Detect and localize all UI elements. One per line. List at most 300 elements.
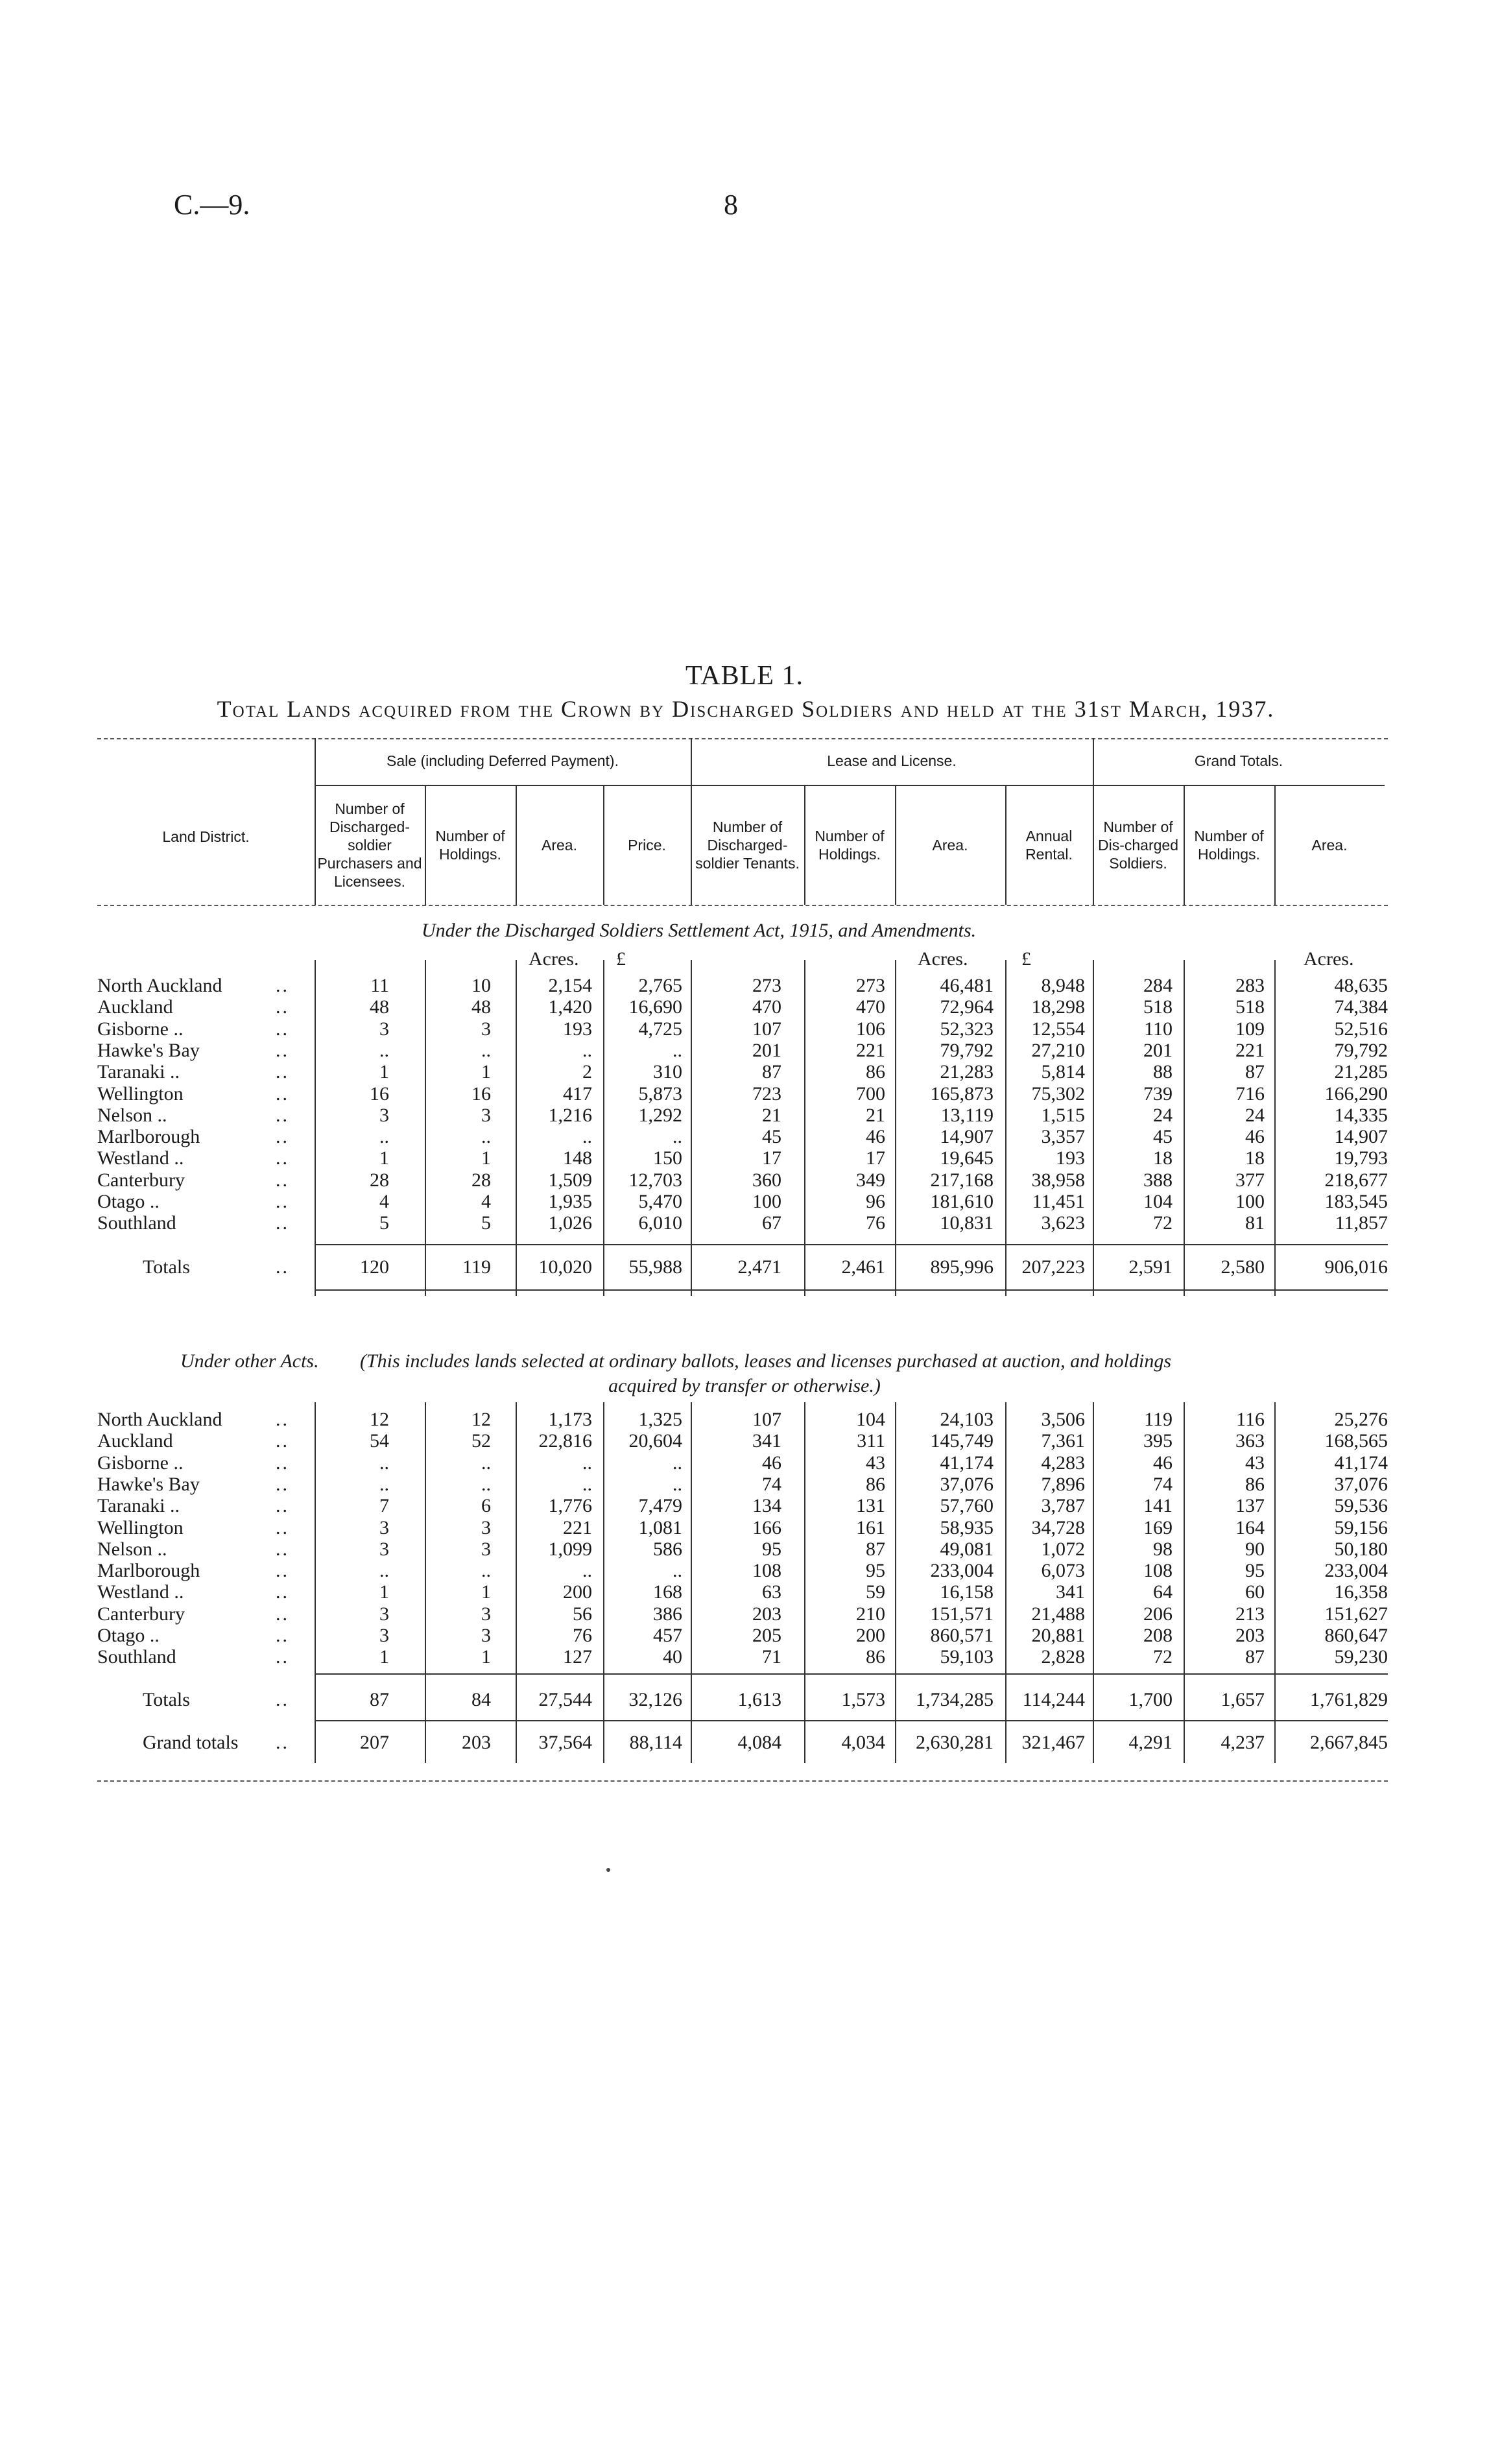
- leader-dots: ..: [276, 1581, 289, 1603]
- cell-purchasers: 207: [360, 1732, 389, 1753]
- cell-lease-holdings: 4,034: [841, 1732, 885, 1753]
- cell-sale-price: 5,873: [638, 1082, 682, 1105]
- cell-grand-soldiers: 88: [1153, 1061, 1173, 1083]
- cell-sale-area: 200: [563, 1581, 592, 1603]
- cell-tenants: 100: [752, 1191, 781, 1212]
- cell-grand-holdings: 213: [1235, 1603, 1265, 1625]
- leader-dots: ..: [276, 1104, 289, 1126]
- cell-sale-area: ..: [582, 1560, 592, 1582]
- table-row: [0, 1083, 1489, 1105]
- leader-dots: ..: [276, 1603, 289, 1625]
- cell-lease-holdings: 700: [856, 1082, 885, 1105]
- group-header-lease: Lease and License.: [827, 752, 957, 769]
- section2-title: Under other Acts.: [180, 1350, 319, 1372]
- cell-grand-holdings: 81: [1245, 1212, 1265, 1234]
- totals-row: [0, 1256, 1489, 1278]
- cell-lease-area: 59,103: [940, 1646, 994, 1668]
- cell-sale-area: ..: [582, 1039, 592, 1061]
- cell-grand-soldiers: 46: [1153, 1452, 1173, 1474]
- table-row: [0, 1169, 1489, 1191]
- cell-lease-holdings: 200: [856, 1625, 885, 1646]
- row-label: Hawke's Bay: [97, 1039, 200, 1061]
- cell-grand-holdings: 116: [1236, 1409, 1265, 1430]
- table-row: [0, 1560, 1489, 1581]
- leader-dots: ..: [276, 1409, 289, 1430]
- cell-sale-price: 2,765: [638, 975, 682, 996]
- cell-tenants: 166: [752, 1516, 781, 1538]
- cell-annual-rental: 341: [1056, 1581, 1085, 1603]
- cell-purchasers: 1: [379, 1646, 389, 1668]
- cell-sale-area: 1,026: [548, 1212, 592, 1234]
- cell-lease-area: 49,081: [940, 1538, 994, 1560]
- leader-dots: ..: [276, 1495, 289, 1517]
- table-row: [0, 1581, 1489, 1603]
- cell-purchasers: 87: [370, 1689, 389, 1710]
- cell-grand-soldiers: 206: [1143, 1603, 1173, 1625]
- leader-dots: ..: [276, 1018, 289, 1040]
- cell-purchasers: 54: [370, 1430, 389, 1452]
- cell-sale-area: 1,420: [548, 996, 592, 1018]
- leader-dots: ..: [276, 1126, 289, 1148]
- cell-grand-soldiers: 24: [1153, 1104, 1173, 1126]
- cell-grand-soldiers: 98: [1153, 1538, 1173, 1560]
- table-row: [0, 1646, 1489, 1668]
- cell-lease-area: 13,119: [940, 1104, 994, 1126]
- table-row: [0, 1474, 1489, 1495]
- cell-grand-holdings: 203: [1235, 1625, 1265, 1646]
- cell-sale-area: 148: [563, 1147, 592, 1169]
- cell-grand-holdings: 90: [1245, 1538, 1265, 1560]
- cell-sale-holdings: 1: [481, 1061, 491, 1083]
- cell-sale-holdings: 3: [481, 1516, 491, 1538]
- table-row: [0, 1191, 1489, 1212]
- cell-annual-rental: 3,623: [1041, 1212, 1085, 1234]
- cell-sale-holdings: 4: [481, 1191, 491, 1212]
- cell-sale-area: 37,564: [538, 1732, 592, 1753]
- cell-annual-rental: 5,814: [1041, 1061, 1085, 1083]
- cell-sale-area: 193: [563, 1018, 592, 1040]
- cell-lease-area: 151,571: [930, 1603, 994, 1625]
- row-label: Auckland: [97, 996, 173, 1018]
- cell-grand-holdings: 716: [1235, 1082, 1265, 1105]
- cell-purchasers: 1: [379, 1581, 389, 1603]
- cell-sale-area: 1,173: [548, 1409, 592, 1430]
- section1-title: Under the Discharged Soldiers Settlement Act, 1915, and Amendments.: [422, 920, 977, 941]
- row-label: Southland: [97, 1646, 176, 1668]
- cell-sale-holdings: ..: [481, 1452, 491, 1474]
- cell-lease-holdings: 96: [866, 1191, 885, 1212]
- vertical-rule: [516, 785, 517, 905]
- cell-tenants: 201: [752, 1039, 781, 1061]
- row-label: Gisborne ..: [97, 1018, 184, 1040]
- page-reference: C.—9.: [174, 189, 250, 221]
- cell-grand-area: 233,004: [1324, 1560, 1388, 1582]
- horizontal-rule: [97, 738, 1388, 739]
- cell-sale-holdings: 1: [481, 1646, 491, 1668]
- cell-grand-area: 52,516: [1334, 1018, 1388, 1040]
- cell-grand-holdings: 4,237: [1221, 1732, 1265, 1753]
- cell-lease-holdings: 2,461: [841, 1256, 885, 1278]
- cell-grand-soldiers: 72: [1153, 1646, 1173, 1668]
- cell-lease-holdings: 273: [856, 975, 885, 996]
- cell-sale-holdings: 3: [481, 1625, 491, 1646]
- cell-purchasers: 28: [370, 1169, 389, 1191]
- cell-purchasers: ..: [379, 1452, 389, 1474]
- cell-lease-holdings: 470: [856, 996, 885, 1018]
- leader-dots: ..: [276, 1147, 289, 1169]
- column-header-sale-area: Area.: [542, 836, 577, 854]
- section2-note-line1: (This includes lands selected at ordinary ballots, leases and licenses purchased at auction, and holdings: [360, 1350, 1171, 1372]
- cell-grand-area: 151,627: [1324, 1603, 1388, 1625]
- cell-grand-area: 50,180: [1334, 1538, 1388, 1560]
- page-number: 8: [724, 189, 738, 221]
- cell-sale-price: 386: [653, 1603, 682, 1625]
- cell-grand-soldiers: 119: [1144, 1409, 1173, 1430]
- cell-tenants: 63: [762, 1581, 781, 1603]
- cell-tenants: 2,471: [737, 1256, 781, 1278]
- cell-sale-area: 22,816: [538, 1430, 592, 1452]
- cell-lease-holdings: 59: [866, 1581, 885, 1603]
- cell-tenants: 46: [762, 1452, 781, 1474]
- row-label: North Auckland: [97, 1409, 222, 1430]
- cell-sale-price: 40: [663, 1646, 682, 1668]
- cell-grand-holdings: 137: [1235, 1495, 1265, 1517]
- cell-annual-rental: 12,554: [1031, 1018, 1085, 1040]
- cell-purchasers: 3: [379, 1104, 389, 1126]
- table-row: [0, 996, 1489, 1018]
- cell-sale-area: 10,020: [538, 1256, 592, 1278]
- cell-sale-area: 2: [582, 1061, 592, 1083]
- cell-grand-soldiers: 141: [1143, 1495, 1173, 1517]
- cell-grand-area: 166,290: [1324, 1082, 1388, 1105]
- cell-tenants: 71: [762, 1646, 781, 1668]
- cell-purchasers: 3: [379, 1018, 389, 1040]
- cell-annual-rental: 3,506: [1041, 1409, 1085, 1430]
- cell-sale-holdings: 84: [471, 1689, 491, 1710]
- cell-sale-price: 12,703: [628, 1169, 682, 1191]
- cell-sale-holdings: 5: [481, 1212, 491, 1234]
- cell-grand-area: 2,667,845: [1310, 1732, 1388, 1753]
- table-row: [0, 1040, 1489, 1061]
- cell-grand-holdings: 363: [1235, 1430, 1265, 1452]
- cell-purchasers: 16: [370, 1082, 389, 1105]
- vertical-rule: [1274, 785, 1276, 905]
- cell-lease-holdings: 311: [857, 1430, 885, 1452]
- leader-dots: ..: [276, 1191, 289, 1212]
- cell-annual-rental: 27,210: [1031, 1039, 1085, 1061]
- cell-lease-area: 41,174: [940, 1452, 994, 1474]
- cell-grand-holdings: 43: [1245, 1452, 1265, 1474]
- cell-sale-price: 150: [653, 1147, 682, 1169]
- cell-annual-rental: 3,787: [1041, 1495, 1085, 1517]
- cell-tenants: 21: [762, 1104, 781, 1126]
- group-header-sale: Sale (including Deferred Payment).: [387, 752, 619, 769]
- cell-lease-area: 145,749: [930, 1430, 994, 1452]
- cell-sale-price: 6,010: [638, 1212, 682, 1234]
- cell-purchasers: 4: [379, 1191, 389, 1212]
- row-label: Canterbury: [97, 1169, 185, 1191]
- cell-lease-area: 24,103: [940, 1409, 994, 1430]
- cell-grand-soldiers: 104: [1143, 1191, 1173, 1212]
- cell-sale-area: 1,216: [548, 1104, 592, 1126]
- unit-acres-grand: Acres.: [1304, 948, 1354, 970]
- column-header-sale-holdings: Number of Holdings.: [435, 827, 505, 863]
- leader-dots: ..: [276, 1039, 289, 1061]
- cell-tenants: 107: [752, 1018, 781, 1040]
- cell-tenants: 45: [762, 1126, 781, 1148]
- cell-lease-area: 217,168: [930, 1169, 994, 1191]
- unit-acres-lease: Acres.: [918, 948, 968, 970]
- horizontal-rule: [97, 1780, 1388, 1782]
- cell-lease-area: 165,873: [930, 1082, 994, 1105]
- cell-grand-area: 11,857: [1335, 1212, 1388, 1234]
- cell-lease-area: 14,907: [940, 1126, 994, 1148]
- cell-tenants: 1,613: [737, 1689, 781, 1710]
- row-label: Westland ..: [97, 1581, 184, 1603]
- row-label: Wellington: [97, 1082, 184, 1105]
- table-row: [0, 1061, 1489, 1082]
- cell-grand-area: 41,174: [1334, 1452, 1388, 1474]
- cell-grand-area: 16,358: [1334, 1581, 1388, 1603]
- cell-sale-holdings: ..: [481, 1039, 491, 1061]
- cell-sale-price: 5,470: [638, 1191, 682, 1212]
- horizontal-rule: [1093, 785, 1385, 786]
- vertical-rule: [1184, 785, 1185, 905]
- cell-grand-holdings: 46: [1245, 1126, 1265, 1148]
- cell-grand-area: 19,793: [1334, 1147, 1388, 1169]
- cell-lease-area: 10,831: [940, 1212, 994, 1234]
- cell-grand-area: 21,285: [1334, 1061, 1388, 1083]
- cell-annual-rental: 21,488: [1031, 1603, 1085, 1625]
- cell-sale-area: 27,544: [538, 1689, 592, 1710]
- cell-purchasers: 1: [379, 1061, 389, 1083]
- cell-grand-area: 1,761,829: [1310, 1689, 1388, 1710]
- cell-purchasers: 3: [379, 1625, 389, 1646]
- row-label: Gisborne ..: [97, 1452, 184, 1474]
- cell-sale-area: 221: [563, 1516, 592, 1538]
- cell-grand-area: 37,076: [1334, 1473, 1388, 1495]
- cell-tenants: 4,084: [737, 1732, 781, 1753]
- row-label: Otago ..: [97, 1625, 160, 1646]
- cell-grand-soldiers: 2,591: [1128, 1256, 1173, 1278]
- row-label: Grand totals: [143, 1732, 239, 1753]
- cell-sale-holdings: 52: [471, 1430, 491, 1452]
- cell-lease-holdings: 210: [856, 1603, 885, 1625]
- cell-sale-price: 1,081: [638, 1516, 682, 1538]
- unit-acres-sale: Acres.: [529, 948, 579, 970]
- cell-sale-holdings: 10: [471, 975, 491, 996]
- cell-grand-area: 25,276: [1334, 1409, 1388, 1430]
- table-row: [0, 1212, 1489, 1234]
- cell-sale-holdings: 1: [481, 1581, 491, 1603]
- table-row: [0, 1409, 1489, 1430]
- cell-grand-soldiers: 518: [1143, 996, 1173, 1018]
- leader-dots: ..: [276, 1646, 289, 1668]
- cell-sale-area: 1,935: [548, 1191, 592, 1212]
- table-row: [0, 1105, 1489, 1126]
- cell-lease-area: 16,158: [940, 1581, 994, 1603]
- cell-annual-rental: 7,896: [1041, 1473, 1085, 1495]
- cell-purchasers: 1: [379, 1147, 389, 1169]
- cell-sale-price: 7,479: [638, 1495, 682, 1517]
- cell-purchasers: 12: [370, 1409, 389, 1430]
- leader-dots: ..: [276, 1169, 289, 1191]
- table-row: [0, 1018, 1489, 1040]
- leader-dots: ..: [276, 1082, 289, 1105]
- cell-grand-holdings: 24: [1245, 1104, 1265, 1126]
- cell-sale-area: 1,776: [548, 1495, 592, 1517]
- row-label: Taranaki ..: [97, 1495, 180, 1517]
- cell-sale-area: ..: [582, 1452, 592, 1474]
- leader-dots: ..: [276, 1516, 289, 1538]
- cell-sale-price: 16,690: [628, 996, 682, 1018]
- row-label: Marlborough: [97, 1560, 200, 1582]
- cell-annual-rental: 3,357: [1041, 1126, 1085, 1148]
- cell-lease-holdings: 86: [866, 1473, 885, 1495]
- cell-tenants: 134: [752, 1495, 781, 1517]
- row-label: Nelson ..: [97, 1538, 167, 1560]
- grand-totals-row: [0, 1732, 1489, 1753]
- cell-annual-rental: 75,302: [1031, 1082, 1085, 1105]
- cell-grand-area: 79,792: [1334, 1039, 1388, 1061]
- cell-tenants: 17: [762, 1147, 781, 1169]
- cell-lease-area: 52,323: [940, 1018, 994, 1040]
- cell-sale-area: 76: [573, 1625, 592, 1646]
- cell-grand-area: 14,335: [1334, 1104, 1388, 1126]
- leader-dots: ..: [276, 1452, 289, 1474]
- cell-sale-holdings: 1: [481, 1147, 491, 1169]
- cell-lease-holdings: 1,573: [841, 1689, 885, 1710]
- cell-tenants: 67: [762, 1212, 781, 1234]
- table-row: [0, 1538, 1489, 1560]
- cell-annual-rental: 38,958: [1031, 1169, 1085, 1191]
- row-label: Marlborough: [97, 1126, 200, 1148]
- vertical-rule: [425, 785, 426, 905]
- cell-grand-holdings: 87: [1245, 1061, 1265, 1083]
- cell-sale-area: 1,099: [548, 1538, 592, 1560]
- cell-purchasers: 120: [360, 1256, 389, 1278]
- cell-sale-price: 168: [653, 1581, 682, 1603]
- table-row: [0, 1603, 1489, 1625]
- cell-lease-area: 57,760: [940, 1495, 994, 1517]
- row-label: Taranaki ..: [97, 1061, 180, 1083]
- cell-lease-holdings: 76: [866, 1212, 885, 1234]
- cell-sale-price: 457: [653, 1625, 682, 1646]
- cell-sale-price: 1,292: [638, 1104, 682, 1126]
- row-label: Southland: [97, 1212, 176, 1234]
- cell-grand-holdings: 95: [1245, 1560, 1265, 1582]
- section2-note-line2: acquired by transfer or otherwise.): [608, 1375, 881, 1396]
- cell-annual-rental: 1,515: [1041, 1104, 1085, 1126]
- cell-lease-holdings: 17: [866, 1147, 885, 1169]
- cell-purchasers: ..: [379, 1560, 389, 1582]
- cell-annual-rental: 6,073: [1041, 1560, 1085, 1582]
- cell-grand-area: 59,156: [1334, 1516, 1388, 1538]
- cell-lease-area: 79,792: [940, 1039, 994, 1061]
- cell-sale-holdings: 3: [481, 1603, 491, 1625]
- cell-lease-holdings: 131: [856, 1495, 885, 1517]
- cell-grand-holdings: 109: [1235, 1018, 1265, 1040]
- cell-lease-area: 58,935: [940, 1516, 994, 1538]
- column-header-annual-rental: Annual Rental.: [1025, 827, 1073, 863]
- cell-lease-holdings: 21: [866, 1104, 885, 1126]
- leader-dots: ..: [276, 996, 289, 1018]
- cell-grand-soldiers: 74: [1153, 1473, 1173, 1495]
- cell-lease-area: 895,996: [930, 1256, 994, 1278]
- cell-grand-holdings: 164: [1235, 1516, 1265, 1538]
- cell-lease-holdings: 95: [866, 1560, 885, 1582]
- cell-lease-holdings: 86: [866, 1061, 885, 1083]
- table-row: [0, 1495, 1489, 1516]
- cell-sale-price: 55,988: [628, 1256, 682, 1278]
- cell-lease-area: 46,481: [940, 975, 994, 996]
- cell-lease-area: 233,004: [930, 1560, 994, 1582]
- cell-grand-soldiers: 201: [1143, 1039, 1173, 1061]
- cell-lease-holdings: 161: [856, 1516, 885, 1538]
- cell-lease-holdings: 86: [866, 1646, 885, 1668]
- cell-sale-holdings: 3: [481, 1104, 491, 1126]
- cell-sale-price: 586: [653, 1538, 682, 1560]
- cell-lease-holdings: 221: [856, 1039, 885, 1061]
- cell-sale-price: ..: [673, 1126, 682, 1148]
- cell-purchasers: 48: [370, 996, 389, 1018]
- cell-grand-holdings: 2,580: [1221, 1256, 1265, 1278]
- cell-grand-soldiers: 395: [1143, 1430, 1173, 1452]
- cell-annual-rental: 20,881: [1031, 1625, 1085, 1646]
- column-header-tenants: Number of Discharged-soldier Tenants.: [695, 818, 800, 872]
- row-label: Auckland: [97, 1430, 173, 1452]
- cell-grand-holdings: 518: [1235, 996, 1265, 1018]
- cell-sale-holdings: 203: [462, 1732, 491, 1753]
- cell-sale-price: 1,325: [638, 1409, 682, 1430]
- cell-grand-soldiers: 64: [1153, 1581, 1173, 1603]
- vertical-rule: [804, 785, 805, 905]
- cell-sale-holdings: 28: [471, 1169, 491, 1191]
- leader-dots: ..: [276, 1061, 289, 1083]
- cell-annual-rental: 193: [1056, 1147, 1085, 1169]
- cell-lease-area: 21,283: [940, 1061, 994, 1083]
- cell-sale-price: ..: [673, 1452, 682, 1474]
- cell-purchasers: 3: [379, 1603, 389, 1625]
- cell-lease-holdings: 43: [866, 1452, 885, 1474]
- leader-dots: ..: [276, 1256, 289, 1278]
- cell-purchasers: 7: [379, 1495, 389, 1517]
- cell-annual-rental: 2,828: [1041, 1646, 1085, 1668]
- row-label: Nelson ..: [97, 1104, 167, 1126]
- cell-grand-area: 906,016: [1324, 1256, 1388, 1278]
- cell-tenants: 95: [762, 1538, 781, 1560]
- cell-lease-area: 181,610: [930, 1191, 994, 1212]
- cell-lease-area: 72,964: [940, 996, 994, 1018]
- cell-grand-holdings: 221: [1235, 1039, 1265, 1061]
- cell-grand-soldiers: 72: [1153, 1212, 1173, 1234]
- cell-grand-holdings: 1,657: [1221, 1689, 1265, 1710]
- cell-lease-area: 19,645: [940, 1147, 994, 1169]
- row-label: North Auckland: [97, 975, 222, 996]
- cell-annual-rental: 207,223: [1021, 1256, 1085, 1278]
- cell-sale-holdings: 12: [471, 1409, 491, 1430]
- cell-grand-area: 183,545: [1324, 1191, 1388, 1212]
- cell-tenants: 205: [752, 1625, 781, 1646]
- cell-sale-price: 310: [653, 1061, 682, 1083]
- cell-grand-soldiers: 388: [1143, 1169, 1173, 1191]
- page-mark: [606, 1868, 610, 1872]
- cell-grand-area: 59,536: [1334, 1495, 1388, 1517]
- cell-annual-rental: 321,467: [1021, 1732, 1085, 1753]
- cell-annual-rental: 18,298: [1031, 996, 1085, 1018]
- leader-dots: ..: [276, 1732, 289, 1753]
- cell-tenants: 360: [752, 1169, 781, 1191]
